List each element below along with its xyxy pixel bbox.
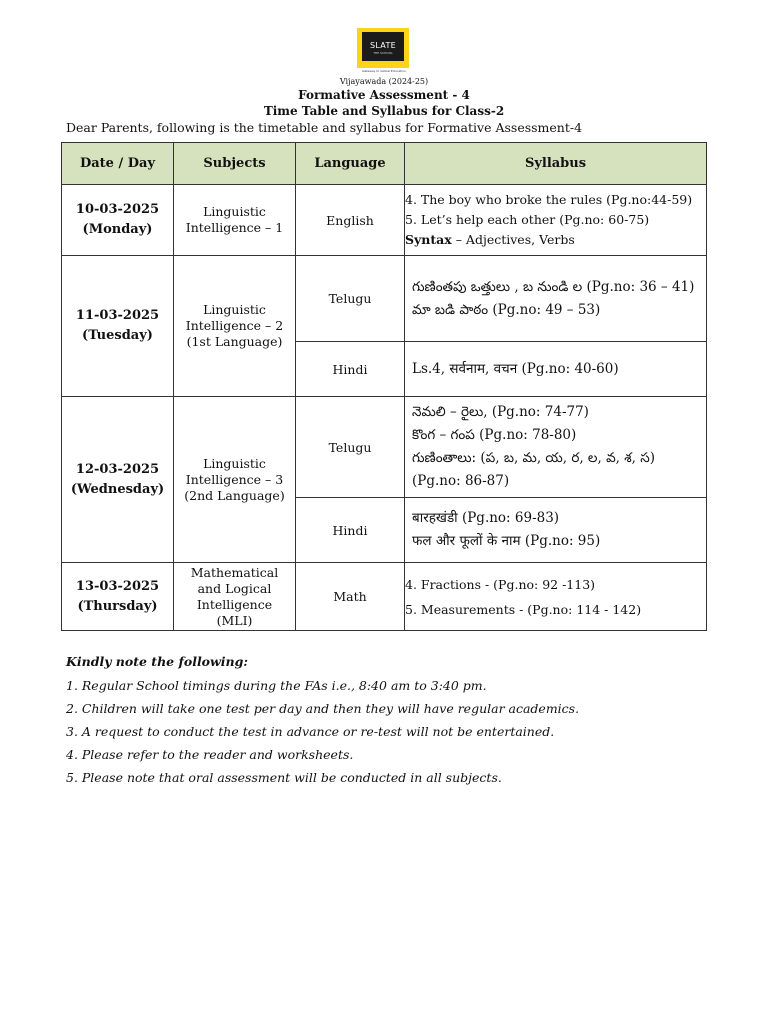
note-item: 3. A request to conduct the test in advance or re-test will not be entertained. [66,724,555,739]
table-row [62,563,707,631]
syllabus-line: మా బడి పాఠం (Pg.no: 49 – 53) [412,301,601,318]
language-cell: Telugu [296,397,405,498]
day: (Tuesday) [82,328,153,343]
syllabus-cell [405,498,707,563]
syllabus-line: 5. Let’s help each other (Pg.no: 60-75) [405,212,650,227]
subject-line: Mathematical [190,564,279,580]
subject-line: Intelligence – 1 [185,220,284,235]
syllabus-cell [405,256,707,342]
logo-subtext: THE SCHOOL [373,51,393,55]
language-cell: Hindi [296,342,405,397]
language-cell: Hindi [296,498,405,563]
subject-line: (MLI) [216,612,253,628]
subject-cell [174,256,296,397]
subject-line: Intelligence – 2 [185,318,284,333]
date-cell [62,397,174,563]
date-cell [62,185,174,256]
date: 10-03-2025 [75,202,160,217]
note-item: 5. Please note that oral assessment will be conducted in all subjects. [66,770,502,785]
subject-line: and Logical [197,580,272,596]
day: (Monday) [82,222,153,237]
table-header-row [62,143,707,185]
header-date: Date / Day [62,143,174,185]
intro-text: Dear Parents, following is the timetable and syllabus for Formative Assessment-4 [66,120,583,135]
syllabus-line: फल और फूलों के नाम (Pg.no: 95) [412,533,601,549]
logo-text: SLATE [369,41,396,50]
language-cell: Telugu [296,256,405,342]
syntax-label: Syntax [405,232,452,247]
subject-line: Linguistic [203,204,266,219]
campus-line: Vijayawada (2024-25) [339,77,429,86]
header-language: Language [296,143,405,185]
syllabus-cell [405,185,707,256]
note-item: 2. Children will take one test per day and then they will have regular academics. [66,701,580,716]
syllabus-cell [405,563,707,631]
syllabus-line: 5. Measurements - (Pg.no: 114 - 142) [405,601,642,617]
date: 11-03-2025 [75,308,160,323]
subject-cell [174,563,296,631]
syllabus-line: గుణింతపు ఒత్తులు , బ నుండి ల (Pg.no: 36 – 41) [412,278,695,295]
syllabus-line: నెమలి – రైలు, (Pg.no: 74-77) [412,404,589,420]
page-subtitle: Time Table and Syllabus for Class-2 [263,104,505,118]
date-cell [62,563,174,631]
language-cell: English [296,185,405,256]
syllabus-line: Ls.4, सर्वनाम, वचन (Pg.no: 40-60) [412,360,619,377]
table-row [62,256,707,342]
syllabus-cell [405,397,707,498]
syntax-topics: – Adjectives, Verbs [451,232,575,247]
language-cell: Math [296,563,405,631]
syllabus-line: बारहखंडी (Pg.no: 69-83) [412,510,560,526]
note-item: 1. Regular School timings during the FAs i.e., 8:40 am to 3:40 pm. [66,678,487,693]
subject-line: (2nd Language) [184,487,285,503]
subject-line: Intelligence [196,596,273,612]
date: 13-03-2025 [75,578,160,594]
table-row [62,397,707,498]
subject-line: Linguistic [203,302,266,317]
page-title: Formative Assessment - 4 [298,88,470,102]
table-row [62,185,707,256]
syllabus-line: 4. Fractions - (Pg.no: 92 -113) [405,576,596,592]
subject-line: (1st Language) [186,334,283,349]
notes-section [66,654,579,789]
note-item: 4. Please refer to the reader and worksheets. [66,747,354,762]
timetable [61,142,707,631]
logo-badge [362,32,404,61]
day: (Wednesday) [70,481,165,497]
subject-cell [174,185,296,256]
syllabus-line: కొంగ – గంప (Pg.no: 78-80) [412,427,577,443]
date-cell [62,256,174,397]
syllabus-line [405,230,706,250]
subject-cell [174,397,296,563]
date: 12-03-2025 [75,461,160,477]
header-subjects: Subjects [174,143,296,185]
day: (Thursday) [77,598,158,614]
school-logo [357,28,409,68]
syllabus-cell [405,342,707,397]
subject-line: Linguistic [203,455,266,471]
subject-line: Intelligence – 3 [185,471,284,487]
syllabus-line: 4. The boy who broke the rules (Pg.no:44-59) [405,192,693,207]
logo-tagline: Gateway to Global Education [362,69,406,73]
header-syllabus: Syllabus [405,143,707,185]
syllabus-line: (Pg.no: 86-87) [412,473,510,489]
notes-heading: Kindly note the following: [66,654,248,669]
syllabus-line: గుణింతాలు: (ప, బ, మ, య, ర, ల, వ, శ, స) [412,450,656,466]
